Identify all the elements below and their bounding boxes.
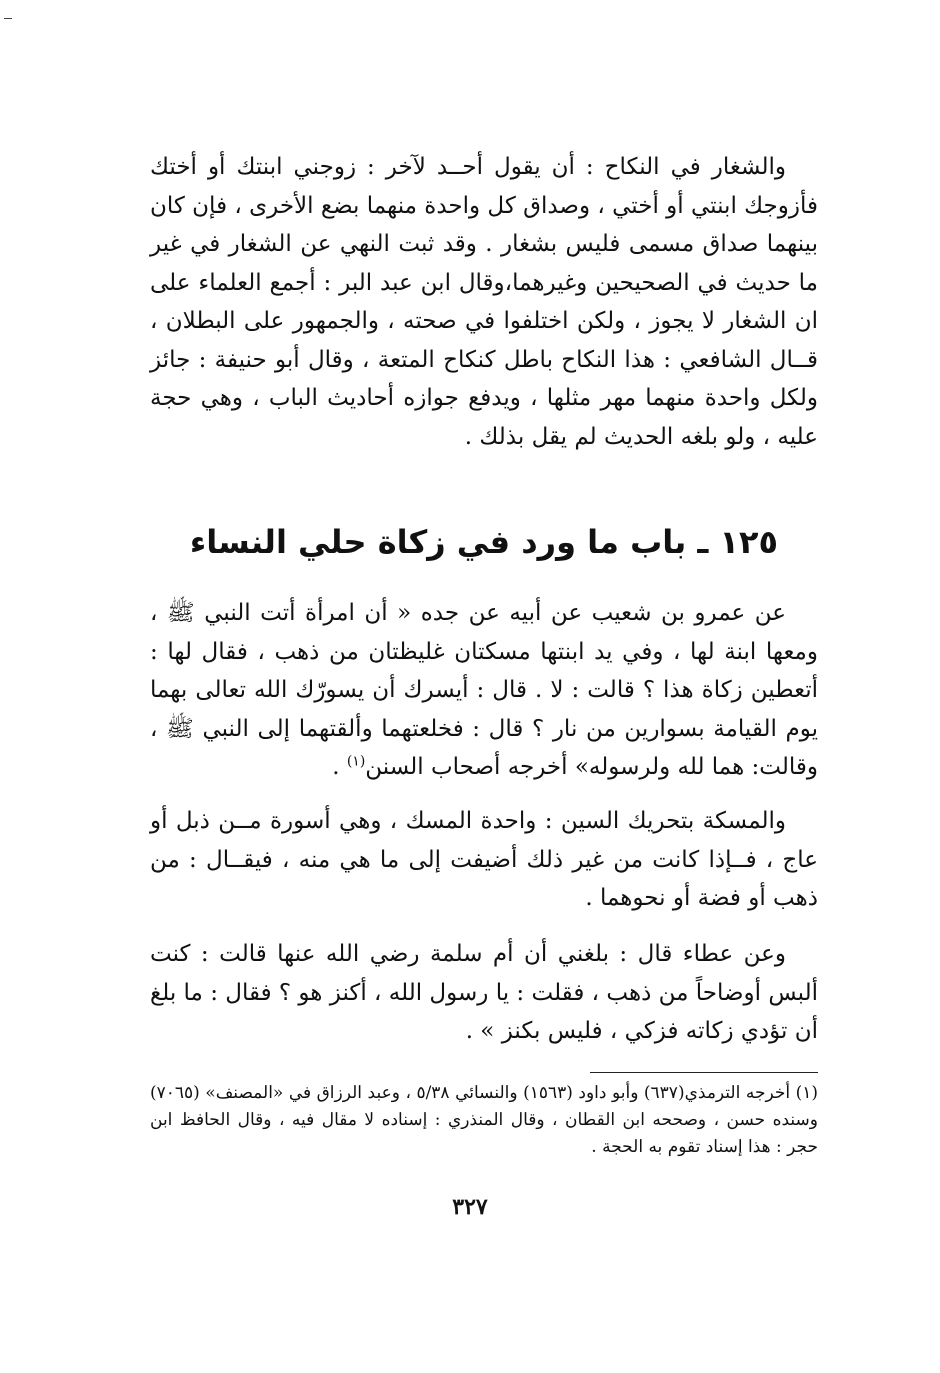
explanation-paragraph [150, 802, 818, 918]
page-number: ٣٢٧ [452, 1194, 488, 1220]
hadith-1-text: عن عمرو بن شعيب عن أبيه عن جده « أن امرأة أتت النبي ﷺ ، ومعها ابنة لها ، وفي يد ابنتها مسكتان غليظتان من ذهب ، فقال لها : أتعطين زكاة هذا ؟ قالت : لا . قال : أيسرك أن يسورّك الله تعالى بهما يوم القيامة بسوارين من نار ؟ قال : فخلعتهما وألقتهما إلى النبي ﷺ ، وقالت: هما لله ولرسوله» أخرجه أصحاب السنن [150, 600, 818, 780]
footnote-reference: (١) [346, 753, 366, 770]
footnote-divider [590, 1072, 818, 1073]
explanation-text: والمسكة بتحريك السين : واحدة المسك ، وهي أسورة مــن ذبل أو عاج ، فــإذا كانت من غير ذلك أضيفت إلى ما هي منه ، فيقــال : من ذهب أو فضة أو نحوهما . [150, 808, 818, 911]
intro-paragraph [150, 148, 818, 456]
hadith-2-text: وعن عطاء قال : بلغني أن أم سلمة رضي الله عنها قالت : كنت ألبس أوضاحاً من ذهب ، فقلت : يا رسول الله ، أكنز هو ؟ فقال : ما بلغ أن تؤدي زكاته فزكي ، فليس بكنز » . [149, 941, 818, 1044]
hadith-1-body [150, 594, 818, 787]
intro-text: والشغار في النكاح : أن يقول أحــد لآخر : زوجني ابنتك أو أختك فأزوجك ابنتي أو أختي ، وصداق كل واحدة منهما بضع الأخرى ، فإن كان بينهما صداق مسمى فليس بشغار . وقد ثبت النهي عن الشغار في غير ما حديث في الصحيحين وغيرهما،وقال ابن عبد البر : أجمع العلماء على ان الشغار لا يجوز ، ولكن اختلفوا في صحته ، والجمهور على البطلان ، قــال الشافعي : هذا النكاح باطل كنكاح المتعة ، وقال أبو حنيفة : جائز ولكل واحدة منهما مهر مثلها ، ويدفع جوازه أحاديث الباب ، وهي حجة عليه ، ولو بلغه الحديث لم يقل بذلك . [150, 154, 818, 450]
chapter-heading: ١٢٥ ـ باب ما ورد في زكاة حلي النساء [189, 523, 779, 561]
hadith-paragraph-2 [150, 935, 818, 1051]
hadith-1-tail: . [332, 754, 347, 780]
footnotes-section [150, 1080, 818, 1161]
hadith-paragraph-1 [150, 594, 818, 787]
footnote-1: (١) أخرجه الترمذي(٦٣٧) وأبو داود (١٥٦٣) والنسائي ٥/٣٨ ، وعبد الرزاق في «المصنف» (٧٠٦٥) وسنده حسن ، وصححه ابن القطان ، وقال المنذري : إسناده لا مقال فيه ، وقال الحافظ ابن حجر : هذا إسناد تقوم به الحجة . [150, 1083, 818, 1157]
scan-mark [4, 18, 12, 19]
